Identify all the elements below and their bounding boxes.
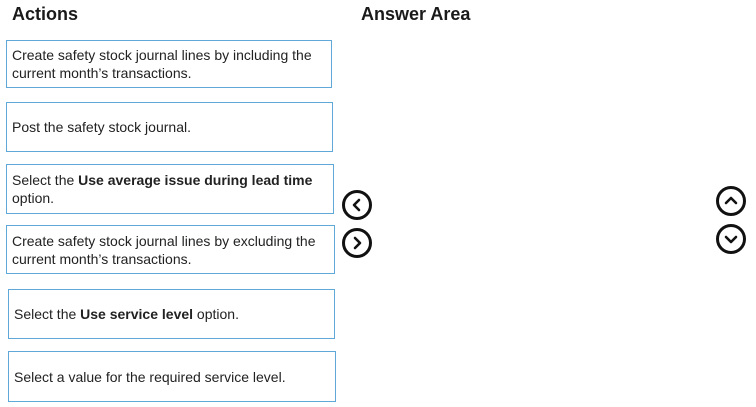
chevron-down-icon — [723, 231, 739, 247]
actions-heading: Actions — [12, 4, 79, 24]
chevron-left-icon — [349, 197, 365, 213]
action-item-text: Select the — [12, 172, 79, 188]
answer-area[interactable] — [380, 30, 700, 400]
move-left-button[interactable] — [342, 190, 372, 220]
action-item-label — [12, 118, 191, 136]
action-item-label — [12, 232, 329, 268]
action-item[interactable] — [6, 40, 332, 88]
move-down-button[interactable] — [716, 224, 746, 254]
move-right-button[interactable] — [342, 228, 372, 258]
action-item-text: Select a value for the required service level. — [14, 368, 286, 385]
action-item-text: Create safety stock journal lines by including the current month’s transactions. — [12, 47, 312, 81]
move-up-button[interactable] — [716, 186, 746, 216]
action-item-text: option. — [12, 190, 55, 206]
action-item-text: Select the — [14, 306, 81, 322]
action-item-bold-text: Use average issue during lead time — [78, 172, 313, 188]
action-item[interactable] — [8, 289, 335, 339]
answer-area-heading: Answer Area — [361, 4, 471, 24]
action-item-bold-text: Use service level — [80, 306, 194, 322]
action-item[interactable] — [6, 102, 333, 152]
action-item-text: option. — [193, 306, 239, 322]
action-item-label — [12, 171, 328, 207]
action-item-label — [14, 305, 239, 323]
action-item[interactable] — [8, 351, 336, 402]
action-item[interactable] — [6, 225, 335, 274]
chevron-up-icon — [723, 193, 739, 209]
chevron-right-icon — [349, 235, 365, 251]
action-item-text: Post the safety stock journal. — [12, 119, 191, 135]
action-item[interactable] — [6, 164, 334, 214]
action-item-label — [14, 368, 286, 386]
action-item-label — [12, 46, 326, 82]
action-item-text: Create safety stock journal lines by excluding the current month’s transactions. — [12, 232, 316, 267]
